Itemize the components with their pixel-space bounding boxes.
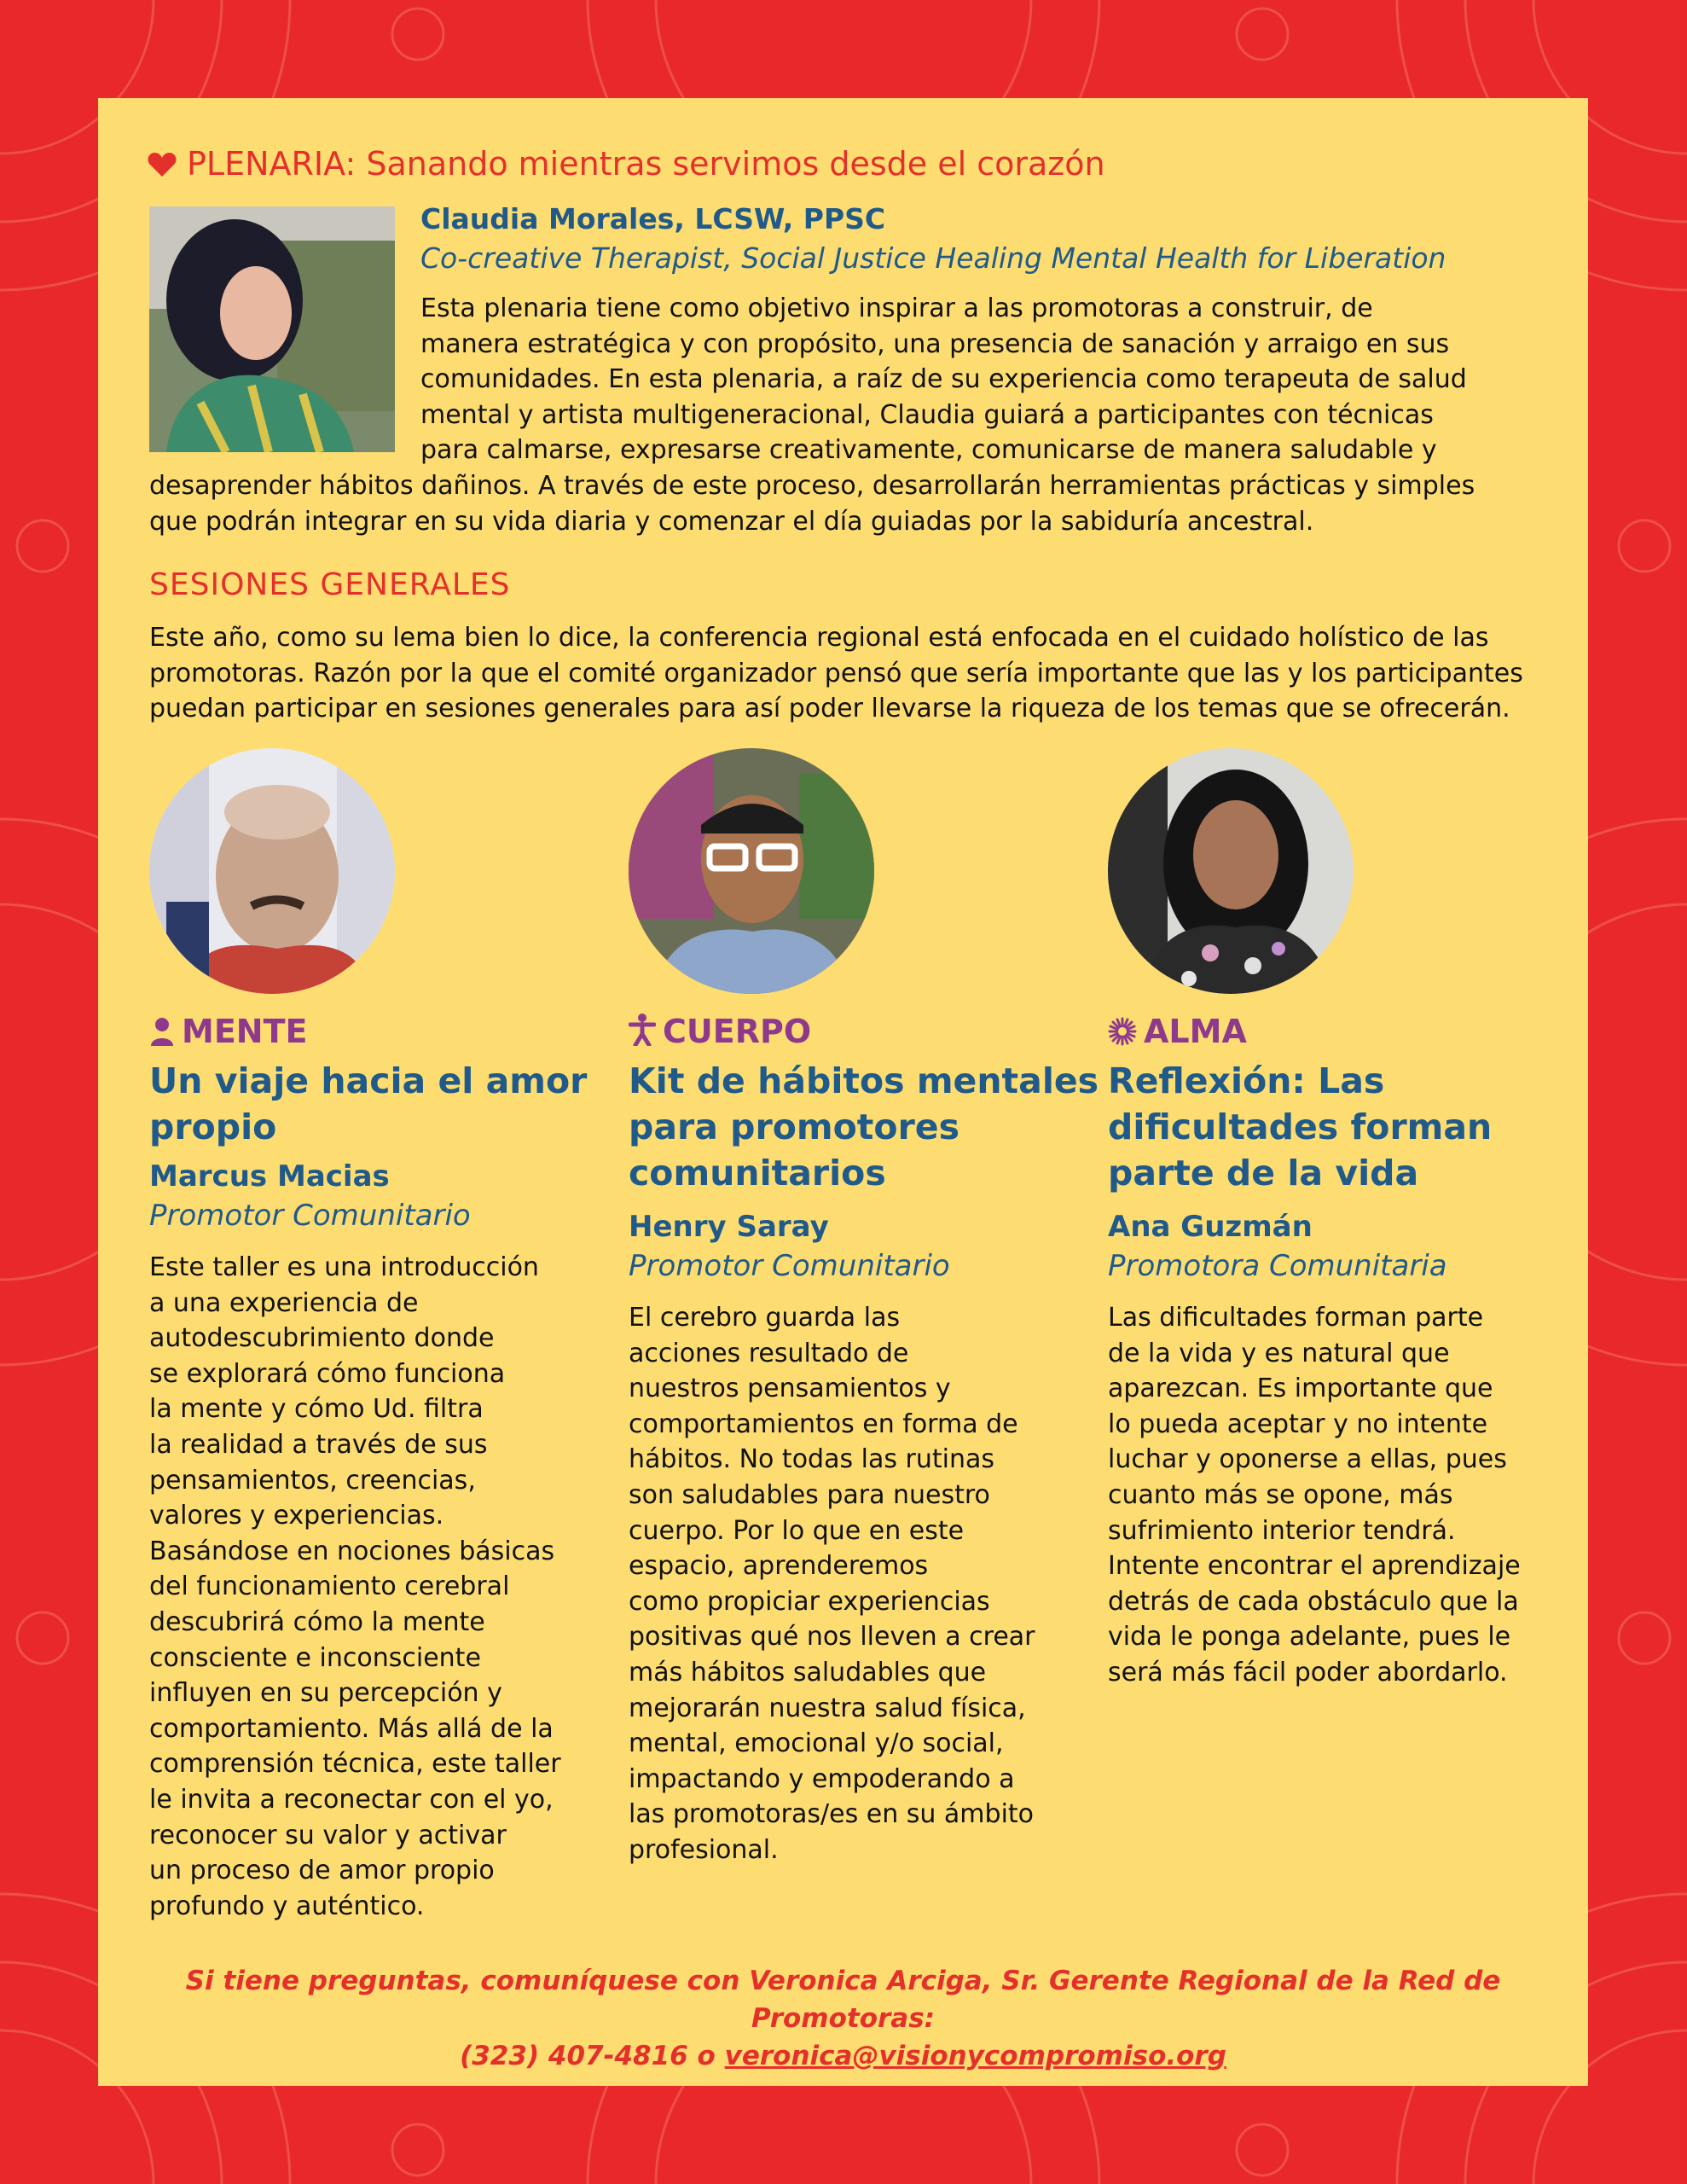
title-line: Reflexión: Las: [1108, 1060, 1385, 1101]
text-line: la mente y cómo Ud. filtra: [149, 1394, 484, 1425]
session-speaker-photo-henry: [629, 748, 874, 994]
text-line: un proceso de amor propio: [149, 1856, 495, 1886]
session-speaker-role-mente: Promotor Comunitario: [149, 1199, 471, 1233]
text-line: mejorarán nuestra salud física,: [629, 1693, 1026, 1723]
text-line: profundo y auténtico.: [149, 1891, 425, 1921]
contact-phone: (323) 407-4816 o: [460, 2041, 725, 2071]
text-line: positivas qué nos lleven a crear: [629, 1622, 1035, 1653]
text-line: lo pueda aceptar y no intente: [1108, 1409, 1488, 1439]
text-line: Este año, como su lema bien lo dice, la conferencia regional está enfocada en el cuidado holístico de las: [149, 623, 1489, 653]
content-card: [98, 98, 1588, 2086]
plenary-description-top: [420, 291, 1467, 468]
session-title-mente: [149, 1058, 587, 1150]
text-line: será más fácil poder abordarlo.: [1108, 1657, 1508, 1687]
text-line: luchar y oponerse a ellas, pues: [1108, 1444, 1507, 1475]
session-description-mente: [149, 1250, 561, 1924]
person-icon: [149, 1017, 175, 1046]
title-line: Un viaje hacia el amor: [149, 1060, 588, 1101]
text-line: a una experiencia de: [149, 1287, 419, 1318]
title-line: para promotores: [629, 1107, 959, 1147]
session-category-alma: [1108, 1013, 1247, 1050]
category-label: CUERPO: [663, 1013, 812, 1050]
text-line: mental y artista multigeneracional, Claudia guiará a participantes con técnicas: [420, 399, 1434, 430]
text-line: descubrirá cómo la mente: [149, 1606, 485, 1637]
session-speaker-photo-ana: [1108, 748, 1354, 994]
text-line: las promotoras/es en su ámbito: [629, 1799, 1035, 1830]
text-line: Intente encontrar el aprendizaje: [1108, 1551, 1521, 1582]
title-line: propio: [149, 1107, 277, 1147]
session-title-alma: [1108, 1058, 1492, 1196]
text-line: son saludables para nuestro: [629, 1479, 990, 1510]
general-sessions-heading: SESIONES GENERALES: [149, 567, 511, 602]
text-line: comprensión técnica, este taller: [149, 1749, 561, 1780]
plenary-speaker-role: Co-creative Therapist, Social Justice Healing Mental Health for Liberation: [420, 241, 1446, 275]
text-line: consciente e inconsciente: [149, 1642, 481, 1673]
title-line: Kit de hábitos mentales: [629, 1060, 1099, 1101]
text-line: impactando y empoderando a: [629, 1763, 1015, 1794]
text-line: del funcionamiento cerebral: [149, 1571, 510, 1602]
session-speaker-name-mente: Marcus Macias: [149, 1159, 390, 1194]
text-line: más hábitos saludables que: [629, 1657, 987, 1687]
text-line: aparezcan. Es importante que: [1108, 1374, 1493, 1404]
text-line: comportamientos en forma de: [629, 1409, 1018, 1439]
text-line: se explorará cómo funciona: [149, 1358, 506, 1389]
text-line: valores y experiencias.: [149, 1501, 444, 1531]
plenary-heading: [148, 145, 1105, 183]
category-label: MENTE: [182, 1013, 308, 1050]
text-line: nuestros pensamientos y: [629, 1374, 951, 1404]
session-speaker-name-alma: Ana Guzmán: [1108, 1210, 1313, 1244]
session-speaker-role-alma: Promotora Comunitaria: [1108, 1249, 1447, 1283]
text-line: manera estratégica y con propósito, una presencia de sanación y arraigo en sus: [420, 328, 1450, 359]
text-line: comunidades. En esta plenaria, a raíz de su experiencia como terapeuta de salud: [420, 364, 1467, 395]
text-line: cuerpo. Por lo que en este: [629, 1515, 965, 1546]
text-line: profesional.: [629, 1834, 779, 1865]
text-line: promotoras. Razón por la que el comité organizador pensó que sería importante que las y los participantes: [149, 658, 1523, 688]
body-icon: [629, 1014, 656, 1046]
title-line: dificultades forman: [1108, 1107, 1493, 1147]
contact-details: [98, 2037, 1588, 2075]
text-line: Las dificultades forman parte: [1108, 1303, 1484, 1333]
session-category-cuerpo: [629, 1013, 811, 1050]
heart-icon: [148, 152, 177, 177]
text-line: acciones resultado de: [629, 1338, 909, 1368]
contact-email-link[interactable]: veronica@visionycompromiso.org: [724, 2041, 1226, 2071]
session-category-mente: [149, 1013, 307, 1050]
text-line: influyen en su percepción y: [149, 1678, 502, 1709]
text-line: autodescubrimiento donde: [149, 1323, 495, 1354]
category-label: ALMA: [1144, 1013, 1247, 1050]
text-line: puedan participar en sesiones generales para así poder llevarse la riqueza de los temas que se ofrecerán.: [149, 694, 1510, 724]
session-speaker-photo-marcus: [149, 748, 395, 994]
text-line: hábitos. No todas las rutinas: [629, 1444, 994, 1475]
session-speaker-role-cuerpo: Promotor Comunitario: [629, 1249, 950, 1283]
title-line: parte de la vida: [1108, 1153, 1419, 1194]
session-description-alma: [1108, 1300, 1521, 1691]
contact-line: Si tiene preguntas, comuníquese con Veronica Arciga, Sr. Gerente Regional de la Red de Promotoras:: [185, 1966, 1501, 2034]
text-line: Este taller es una introducción: [149, 1252, 539, 1282]
session-description-cuerpo: [629, 1300, 1035, 1868]
burst-icon: [1108, 1017, 1137, 1046]
plenary-speaker-name: Claudia Morales, LCSW, PPSC: [420, 202, 886, 235]
text-line: El cerebro guarda las: [629, 1303, 901, 1333]
general-sessions-intro: [149, 620, 1523, 727]
text-line: para calmarse, expresarse creativamente, comunicarse de manera saludable y: [420, 435, 1437, 466]
session-speaker-name-cuerpo: Henry Saray: [629, 1210, 829, 1244]
contact-footer: [98, 1962, 1588, 2075]
text-line: como propiciar experiencias: [629, 1586, 990, 1617]
session-title-cuerpo: [629, 1058, 1099, 1196]
text-line: sufrimiento interior tendrá.: [1108, 1515, 1456, 1546]
text-line: comportamiento. Más allá de la: [149, 1713, 554, 1744]
text-line: Basándose en nociones básicas: [149, 1536, 555, 1566]
text-line: le invita a reconectar con el yo,: [149, 1784, 554, 1815]
text-line: cuanto más se opone, más: [1108, 1479, 1453, 1510]
text-line: espacio, aprenderemos: [629, 1551, 929, 1582]
title-line: comunitarios: [629, 1153, 886, 1194]
text-line: reconocer su valor y activar: [149, 1820, 507, 1850]
text-line: que podrán integrar en su vida diaria y comenzar el día guiadas por la sabiduría ancestral.: [149, 506, 1314, 537]
text-line: la realidad a través de sus: [149, 1429, 488, 1460]
text-line: pensamientos, creencias,: [149, 1465, 476, 1496]
plenary-speaker-photo: [149, 206, 395, 452]
plenary-description-bottom: [149, 468, 1475, 539]
plenary-heading-text: PLENARIA: Sanando mientras servimos desde el corazón: [187, 145, 1105, 183]
text-line: vida le ponga adelante, pues le: [1108, 1622, 1511, 1653]
text-line: mental, emocional y/o social,: [629, 1728, 1004, 1759]
text-line: desaprender hábitos dañinos. A través de este proceso, desarrollarán herramientas prácticas y simples: [149, 471, 1475, 501]
text-line: detrás de cada obstáculo que la: [1108, 1586, 1519, 1617]
text-line: Esta plenaria tiene como objetivo inspirar a las promotoras a construir, de: [420, 293, 1373, 323]
text-line: de la vida y es natural que: [1108, 1338, 1450, 1368]
